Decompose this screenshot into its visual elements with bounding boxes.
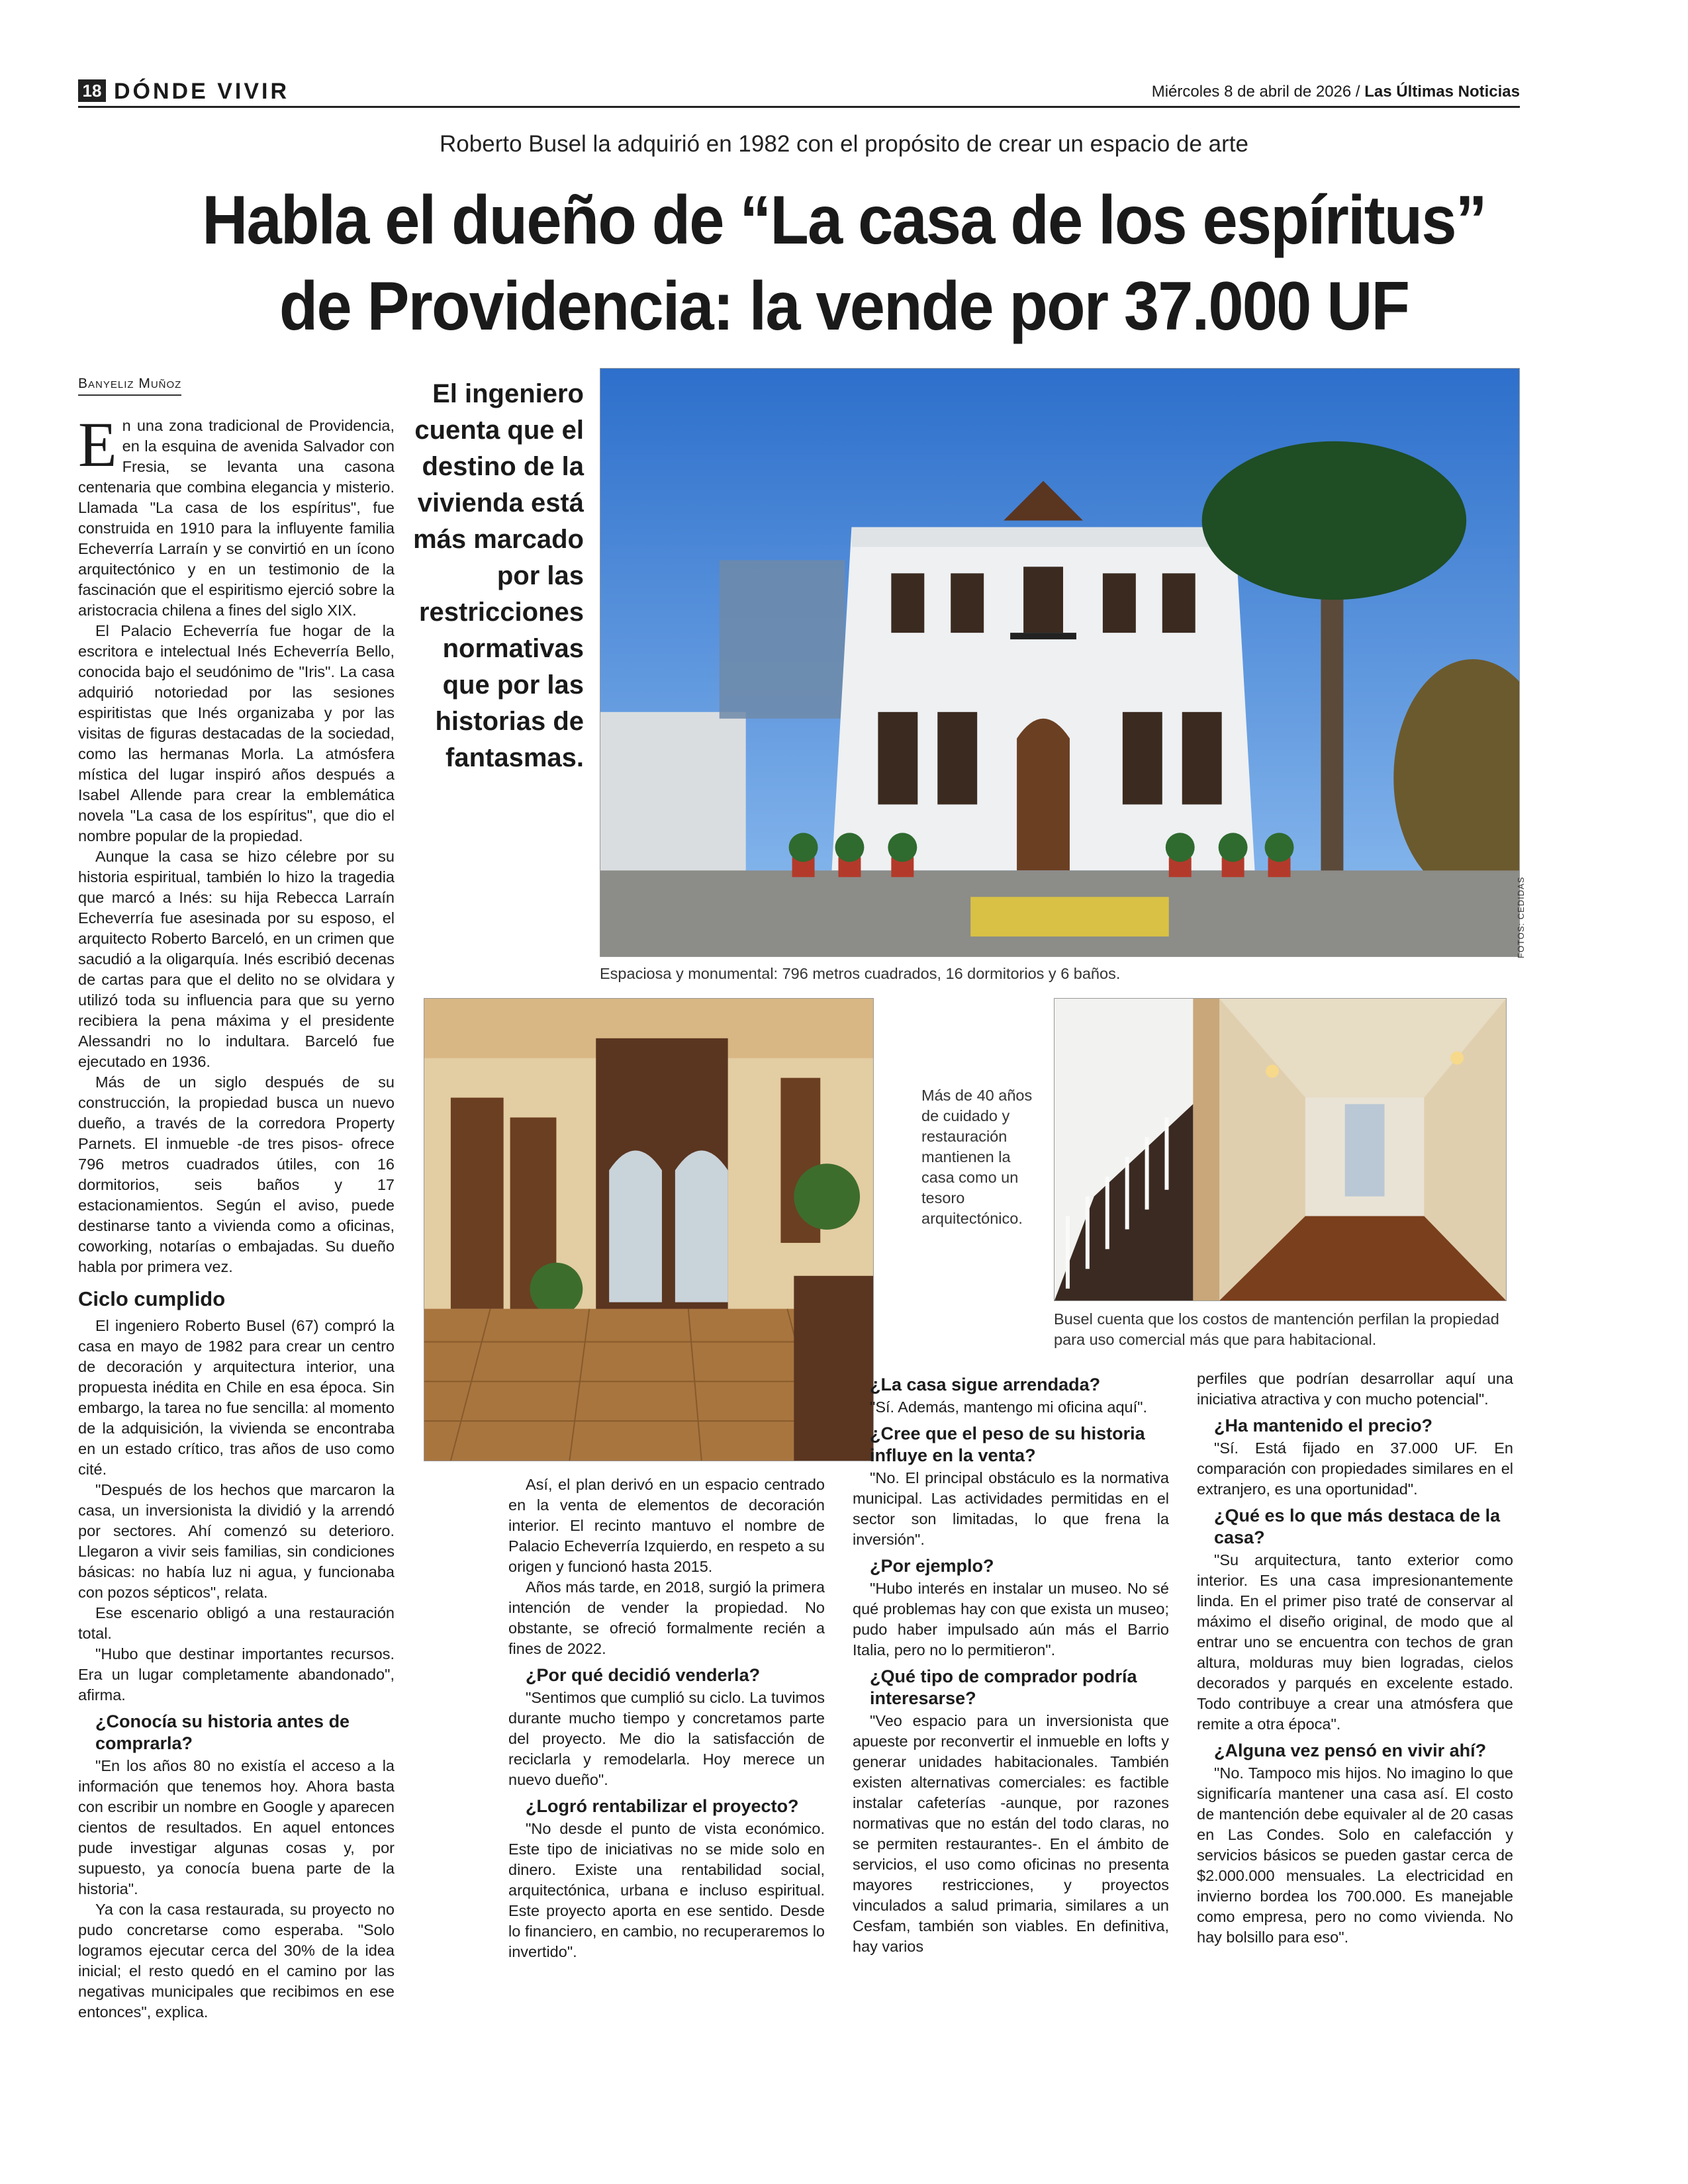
article-column-1 [78, 409, 395, 2023]
paragraph: Aunque la casa se hizo célebre por su historia espiritual, también lo hizo la tragedia que marcó a Inés: su hija Rebecca Larraín Echeverría fue asesinada por su esposo, el arquitecto Roberto Barceló, en un crimen que sacudió a la oligarquía. Inés escribió decenas de cartas para que el delito no se olvidara y utilizó toda su influencia para que su yerno recibiera la pena máxima y el presidente Alessandri no lo indultara. Barceló fue ejecutado en 1936. [78, 848, 395, 1070]
article-headline [68, 177, 1620, 349]
lead-text: n una zona tradicional de Providencia, en la esquina de avenida Salvador con Fresia, se levanta una casona centenaria que combina elegancia y misterio. Llamada "La casa de los espíritus", fue construida en 1910 para la influyente familia Echeverría Larraín y se convirtió en un ícono arquitectónico y en un testimonio de la fascinación que el espiritismo ejerció sobre la aristocracia chilena a fines del siglo XIX. [78, 417, 395, 619]
interview-answer: "Su arquitectura, tanto exterior como interior. Es una casa impresionantemente linda. En el primer piso traté de conservar al máximo el diseño original, de modo que al entrar uno se encuentra con techos de gran altura, molduras muy bien logradas, cielos decorados y parqués en excelente estado. Todo contribuye a crear una atmósfera que remite a otra época". [1197, 1551, 1513, 1733]
headline-line-2: de Providencia: la vende por 37.000 UF [279, 268, 1409, 345]
interview-question: ¿Qué tipo de comprador podría interesarse? [870, 1666, 1137, 1708]
hall-illustration [424, 999, 873, 1461]
interview-question: ¿Qué es lo que más destaca de la casa? [1214, 1506, 1501, 1547]
interview-question: ¿Por qué decidió venderla? [526, 1665, 761, 1685]
interview-answer: "Veo espacio para un inversionista que apueste por reconvertir el inmueble en lofts y generar unidades habitacionales. También existen alternativas comerciales: es factible instalar cafeterías -aunque, por razones normativas que no están del todo claras, no se permiten restaurantes-. En el ámbito de servicios, el uso como oficinas no presenta mayores restricciones, y proyectos vinculados a salud primaria, similares a un Cesfam, también son viables. En definitiva, hay varios [853, 1712, 1169, 1955]
byline: Banyeliz Muñoz [78, 376, 181, 396]
interview-answer: "No desde el punto de vista económico. Este tipo de iniciativas no se mide solo en dinero. Existe una rentabilidad social, arquitectónica, urbana e incluso espiritual. Este proyecto aporta en ese sentido. Desde lo financiero, en cambio, no recuperaremos lo invertido". [508, 1820, 825, 1960]
paragraph: El ingeniero Roberto Busel (67) compró la casa en mayo de 1982 para crear un centro de decoración y arquitectura interior, una propuesta inédita en Chile en esa época. Sin embargo, la tarea no fue sencilla: al momento de la adquisición, la vivienda se encontraba en un estado crítico, tras años de uso como cité. [78, 1317, 395, 1478]
publication-name: Las Últimas Noticias [1364, 83, 1520, 101]
article-column-3 [853, 1369, 1169, 1957]
interview-question: ¿Logró rentabilizar el proyecto? [526, 1796, 799, 1816]
staircase-photo [1054, 998, 1507, 1301]
paragraph: Ya con la casa restaurada, su proyecto no pudo concretarse como esperaba. "Solo logramos ejecutar cerca del 30% de la idea inicial; el resto quedó en el camino por las negativas municipales que recibimos en ese entonces", explica. [78, 1901, 395, 2021]
page-number: 18 [78, 79, 106, 102]
interview-question: ¿Conocía su historia antes de comprarla? [95, 1711, 350, 1753]
paragraph: El Palacio Echeverría fue hogar de la escritora e intelectual Inés Echeverría Bello, conocida bajo el seudónimo de "Iris". La casa adquirió notoriedad por las sesiones espiritistas que Inés organizaba y por las visitas de figuras destacadas de la sociedad, como las hermanas Morla. La atmósfera mística del lugar inspiró años después a Isabel Allende para crear la emblemática novela "La casa de los espíritus", que dio el nombre popular de la propiedad. [78, 622, 395, 844]
hall-photo-caption: Más de 40 años de cuidado y restauración mantienen la casa como un tesoro arquitectónico. [921, 1087, 1033, 1227]
article-column-2 [508, 1475, 825, 1962]
staircase-photo-caption: Busel cuenta que los costos de mantención perfilan la propiedad para uso comercial más que para habitacional. [1054, 1310, 1499, 1348]
drop-cap: E [78, 409, 117, 480]
paragraph: Más de un siglo después de su construcción, la propiedad busca un nuevo dueño, a través de la corredora Property Parnets. El inmueble -de tres pisos- ofrece 796 metros cuadrados útiles, con 16 dormitorios, seis baños y 17 estacionamientos. Según el aviso, puede destinarse tanto a vivienda como a oficinas, coworking, notarías o embajadas. Su dueño habla por primera vez. [78, 1073, 395, 1275]
staircase-illustration [1055, 999, 1506, 1300]
interview-answer: "Sentimos que cumplió su ciclo. La tuvimos durante mucho tiempo y concretamos parte del proyecto. Me dio la satisfacción de reciclarla y remodelarla. Hoy merece un nuevo dueño". [508, 1689, 825, 1788]
facade-photo [600, 368, 1520, 957]
lead-paragraph [78, 409, 395, 621]
pull-quote: El ingeniero cuenta que el destino de la vivienda está más marcado por las restricciones normativas que por las historias de fantasmas. [413, 379, 584, 772]
interview-question: ¿Por ejemplo? [870, 1556, 994, 1576]
paragraph: Ese escenario obligó a una restauración total. [78, 1604, 395, 1642]
paragraph: "Después de los hechos que marcaron la casa, un inversionista la dividió y la arrendó por sectores. Ahí comenzó su deterioro. Llegaron a vivir seis familias, sin condiciones básicas: no había luz ni agua, y funcionaba con pozos sépticos", relata. [78, 1481, 395, 1601]
facade-illustration [600, 369, 1519, 956]
interview-question: ¿Cree que el peso de su historia influye en la venta? [870, 1424, 1145, 1465]
page-header [78, 78, 1520, 107]
paragraph: Años más tarde, en 2018, surgió la primera intención de vender la propiedad. No obstante, se ofreció formalmente recién a fines de 2022. [508, 1578, 825, 1657]
main-photo-caption: Espaciosa y monumental: 796 metros cuadrados, 16 dormitorios y 6 baños. [600, 965, 1121, 982]
photo-credit: FOTOS: CEDIDAS [1516, 876, 1526, 958]
interview-answer: "No. El principal obstáculo es la normativa municipal. Las actividades permitidas en el sector son limitadas, lo que frena la inversión". [853, 1469, 1169, 1548]
dateline [1152, 82, 1520, 102]
interview-answer: "Sí. Está fijado en 37.000 UF. En comparación con propiedades similares en el extranjero, es una oportunidad". [1197, 1439, 1513, 1498]
subheading: Ciclo cumplido [78, 1287, 226, 1310]
paragraph-continued: perfiles que podrían desarrollar aquí una iniciativa atractiva y con mucho potencial". [1197, 1370, 1513, 1408]
section-title: DÓNDE VIVIR [114, 79, 290, 104]
paragraph: "Hubo que destinar importantes recursos. Era un lugar completamente abandonado", afirma. [78, 1645, 395, 1704]
article-column-4 [1197, 1369, 1513, 1948]
interview-answer: "Sí. Además, mantengo mi oficina aquí". [870, 1398, 1148, 1416]
hall-photo [424, 998, 874, 1461]
paragraph: Así, el plan derivó en un espacio centrado en la venta de elementos de decoración interior. El recinto mantuvo el nombre de Palacio Echeverría Izquierdo, en respeto a su origen y funcionó hasta 2015. [508, 1476, 825, 1575]
interview-answer: "En los años 80 no existía el acceso a la información que tenemos hoy. Ahora basta con escribir un nombre en Google y aparecen cientos de resultados. En aquel entonces pude investigar algunas cosas y, por supuesto, ya conocía buena parte de la historia". [78, 1757, 395, 1897]
header-rule [78, 106, 1520, 108]
interview-question: ¿La casa sigue arrendada? [870, 1375, 1101, 1394]
interview-question: ¿Alguna vez pensó en vivir ahí? [1214, 1741, 1487, 1760]
interview-question: ¿Ha mantenido el precio? [1214, 1416, 1433, 1435]
interview-answer: "No. Tampoco mis hijos. No imagino lo que significaría mantener una casa así. El costo de mantención debe equivaler al de 20 casas en Las Condes. Solo en calefacción y servicios básicos se pueden gastar cerca de $2.000.000 mensuales. La electricidad en invierno bordea los 700.000. Es manejable como empresa, pero no como vivienda. No hay bolsillo para eso". [1197, 1764, 1513, 1946]
issue-date: Miércoles 8 de abril de 2026 [1151, 83, 1352, 101]
article-kicker: Roberto Busel la adquirió en 1982 con el propósito de crear un espacio de arte [440, 131, 1248, 157]
interview-answer: "Hubo interés en instalar un museo. No sé qué problemas hay con que exista un museo; pudo haber impulsado aún más el Barrio Italia, pero no lo permitieron". [853, 1580, 1169, 1659]
headline-line-1: Habla el dueño de “La casa de los espíritus” [202, 182, 1486, 259]
dateline-separator: / [1355, 83, 1360, 101]
